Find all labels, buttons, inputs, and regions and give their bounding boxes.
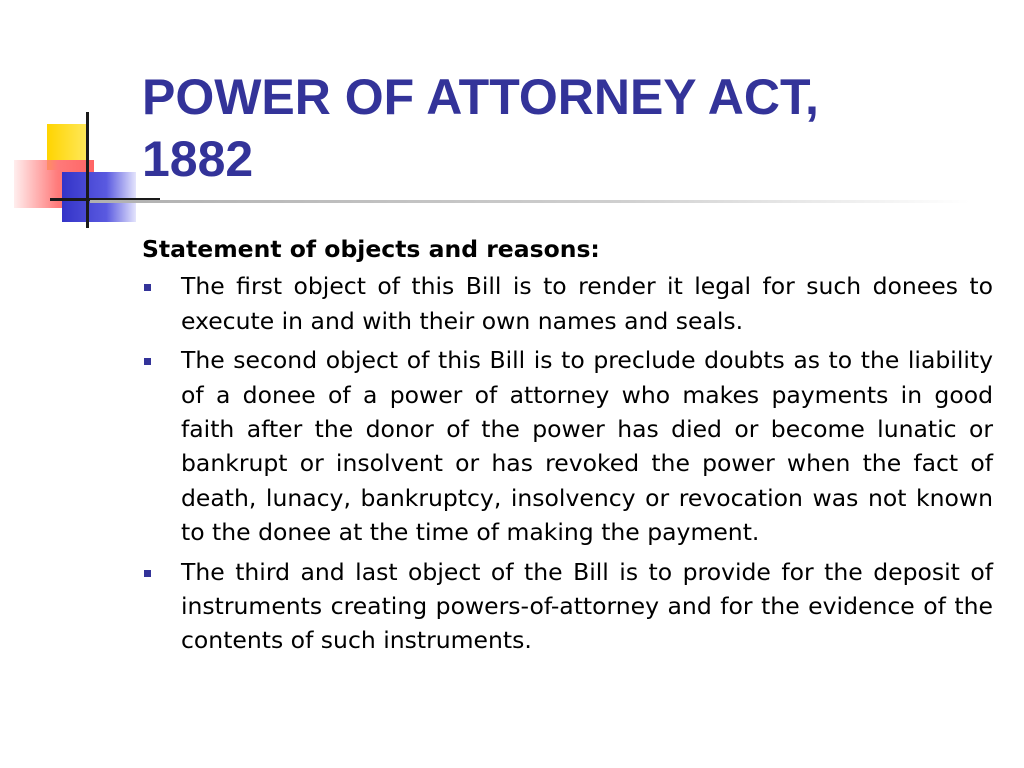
bullet-item [142,269,993,338]
decorative-color-blocks [0,0,160,240]
blue-square-decoration [62,172,136,222]
bullet-item [142,343,993,549]
bullet-item [142,555,993,658]
title-underline-rule [90,200,970,203]
slide-title [142,66,1002,190]
vertical-line-decoration [86,112,89,228]
square-bullet-icon [144,358,151,365]
bullet-text: The second object of this Bill is to preclude doubts as to the liability of a donee of a power of attorney who makes payments in good faith after the donor of the power has died or become lunatic or bankrupt or insolvent or has revoked the power when the fact of death, lunacy, bankruptcy, insolvency or revocation was not known to the donee at the time of making the payment. [181,346,993,547]
bullet-text: The first object of this Bill is to render it legal for such donees to execute in and with their own names and seals. [181,272,993,335]
bullet-text: The third and last object of the Bill is to provide for the deposit of instruments creating powers-of-attorney and for the evidence of the contents of such instruments. [181,557,993,655]
slide-body [142,232,993,663]
square-bullet-icon [144,284,151,291]
title-line-2: 1882 [142,131,254,187]
bullet-list [142,269,993,657]
title-line-1: POWER OF ATTORNEY ACT, [142,69,819,125]
section-heading: Statement of objects and reasons: [142,235,600,263]
square-bullet-icon [144,570,151,577]
